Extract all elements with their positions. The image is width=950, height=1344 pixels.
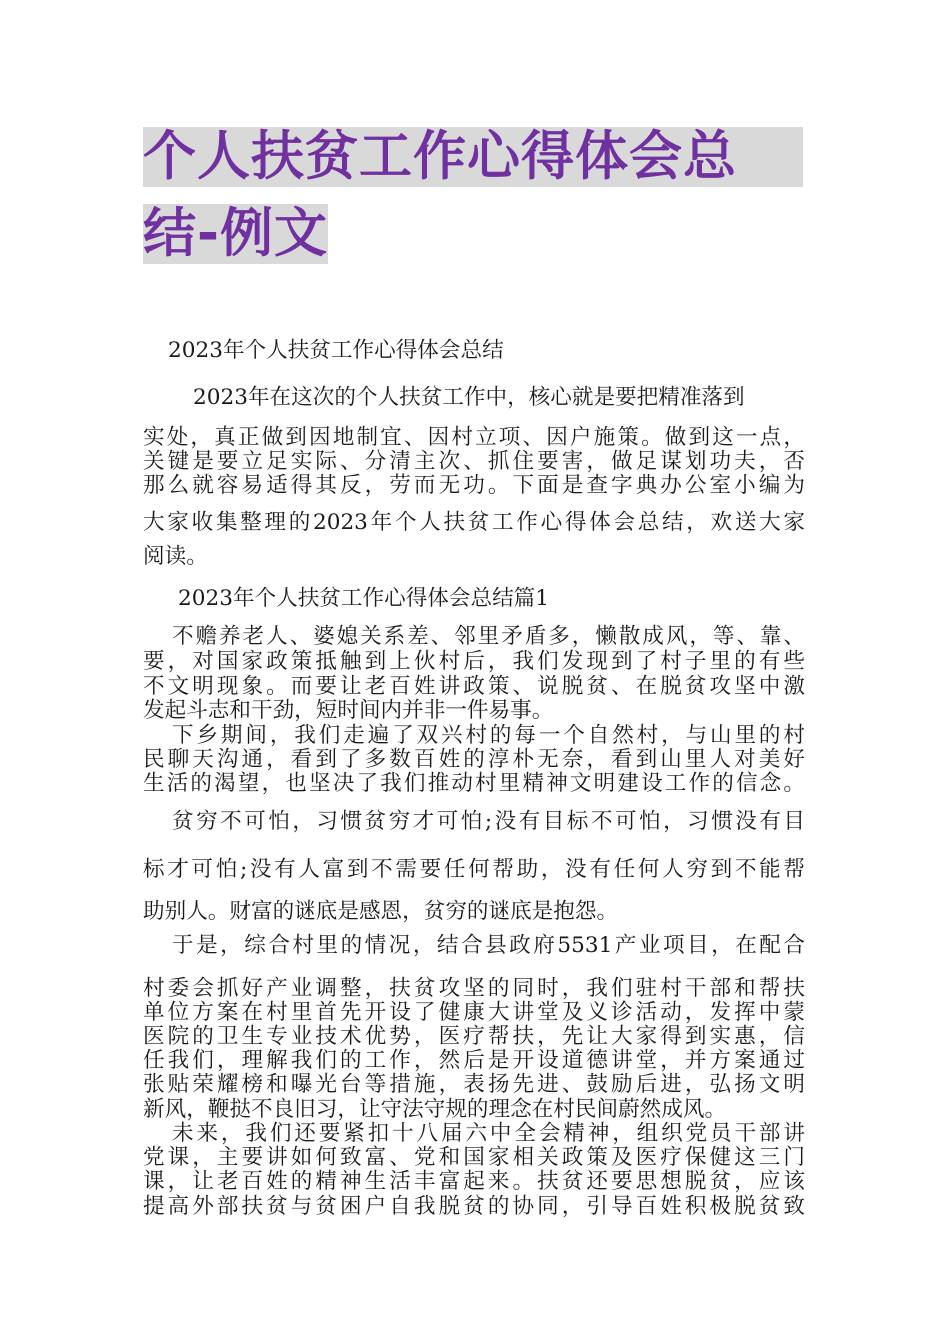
paragraph-line: 不文明现象。而要让老百姓讲政策、说脱贫、在脱贫攻坚中激 bbox=[143, 674, 805, 699]
intro-line: 2023年在这次的个人扶贫工作中，核心就是要把精准落到 bbox=[193, 385, 745, 410]
paragraph-line: 未来，我们还要紧扣十八届六中全会精神，组织党员干部讲 bbox=[172, 1121, 805, 1146]
paragraph-line: 医院的卫生专业技术优势，医疗帮扶，先让大家得到实惠，信 bbox=[143, 1024, 805, 1049]
paragraph-line: 助别人。财富的谜底是感恩，贫穷的谜底是抱怨。 bbox=[143, 899, 619, 924]
title-line-2: 结-例文 bbox=[143, 203, 328, 264]
paragraph-line: 课，让老百姓的精神生活丰富起来。扶贫还要思想脱贫，应该 bbox=[143, 1169, 805, 1194]
paragraph-line: 下乡期间，我们走遍了双兴村的每一个自然村，与山里的村 bbox=[172, 723, 805, 748]
intro-line: 那么就容易适得其反，劳而无功。下面是查字典办公室小编为 bbox=[143, 473, 805, 498]
section-heading: 2023年个人扶贫工作心得体会总结篇1 bbox=[178, 586, 550, 611]
paragraph-line: 不赡养老人、婆媳关系差、邻里矛盾多，懒散成风，等、靠、 bbox=[172, 624, 805, 649]
subtitle: 2023年个人扶贫工作心得体会总结 bbox=[168, 338, 504, 363]
paragraph-line: 民聊天沟通，看到了多数百姓的淳朴无奈，看到山里人对美好 bbox=[143, 747, 805, 772]
paragraph-line: 提高外部扶贫与贫困户自我脱贫的协同，引导百姓积极脱贫致 bbox=[143, 1194, 805, 1219]
paragraph-line: 生活的渴望，也坚决了我们推动村里精神文明建设工作的信念。 bbox=[143, 771, 805, 796]
paragraph-line: 任我们，理解我们的工作，然后是开设道德讲堂，并方案通过 bbox=[143, 1048, 805, 1073]
paragraph-line: 村委会抓好产业调整，扶贫攻坚的同时，我们驻村干部和帮扶 bbox=[143, 976, 805, 1001]
paragraph-line: 贫穷不可怕，习惯贫穷才可怕;没有目标不可怕，习惯没有目 bbox=[172, 809, 805, 834]
intro-line: 大家收集整理的2023年个人扶贫工作心得体会总结，欢送大家 bbox=[143, 510, 805, 535]
intro-line: 实处，真正做到因地制宜、因村立项、因户施策。做到这一点， bbox=[143, 425, 805, 450]
title-line-1: 个人扶贫工作心得体会总 bbox=[143, 127, 803, 187]
paragraph-line: 张贴荣耀榜和曝光台等措施，表扬先进、鼓励后进，弘扬文明 bbox=[143, 1072, 805, 1097]
paragraph-line: 新风，鞭挞不良旧习，让守法守规的理念在村民间蔚然成风。 bbox=[143, 1097, 727, 1122]
intro-line: 关键是要立足实际、分清主次、抓住要害，做足谋划功夫，否 bbox=[143, 449, 805, 474]
paragraph-line: 单位方案在村里首先开设了健康大讲堂及义诊活动，发挥中蒙 bbox=[143, 1000, 805, 1025]
paragraph-line: 发起斗志和干劲，短时间内并非一件易事。 bbox=[143, 698, 554, 723]
paragraph-line: 于是，综合村里的情况，结合县政府5531产业项目，在配合 bbox=[172, 933, 805, 958]
paragraph-line: 党课，主要讲如何致富、党和国家相关政策及医疗保健这三门 bbox=[143, 1145, 805, 1170]
paragraph-line: 标才可怕;没有人富到不需要任何帮助，没有任何人穷到不能帮 bbox=[143, 857, 805, 882]
intro-line: 阅读。 bbox=[143, 544, 208, 569]
paragraph-line: 要，对国家政策抵触到上伙村后，我们发现到了村子里的有些 bbox=[143, 649, 805, 674]
